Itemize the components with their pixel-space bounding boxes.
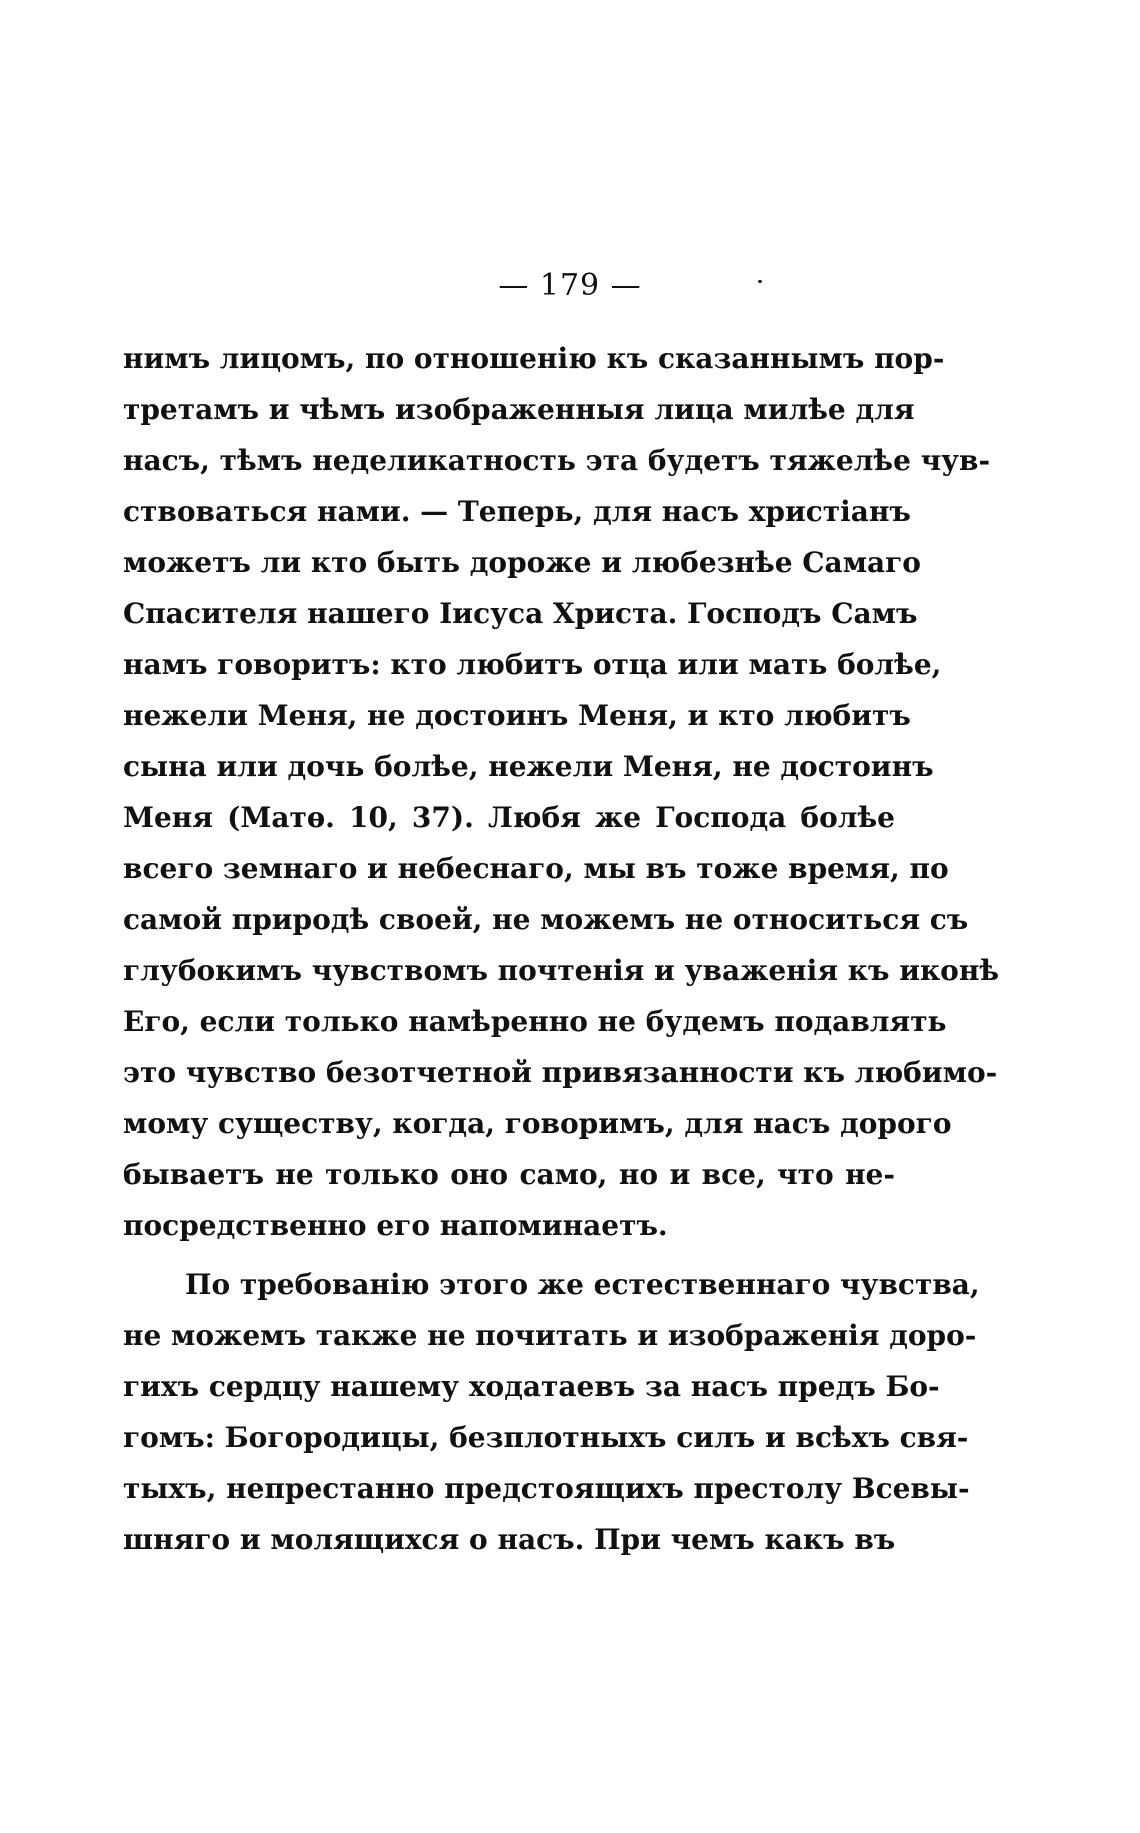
text-line: гихъ сердцу нашему ходатаевъ за насъ предъ Бо- (123, 1370, 940, 1403)
text-line: ствоваться нами. — Теперь, для насъ христіанъ (123, 495, 911, 528)
text-line: не можемъ также не почитать и изображенія доро- (123, 1319, 977, 1352)
text-line: глубокимъ чувствомъ почтенія и уваженія къ иконѣ (123, 954, 1000, 987)
text-line: По требованію этого же естественнаго чувства, (185, 1268, 980, 1301)
print-speck (758, 280, 762, 283)
text-line: самой природѣ своей, не можемъ не относиться съ (123, 903, 969, 936)
paragraph (123, 333, 1000, 1251)
page-number: — 179 — (498, 268, 642, 303)
text-line: это чувство безотчетной привязанности къ любимо- (123, 1056, 998, 1089)
text-line: всего земнаго и небеснаго, мы въ тоже время, по (123, 852, 949, 885)
text-line: третамъ и чѣмъ изображенныя лица милѣе для (123, 393, 915, 426)
text-line: тыхъ, непрестанно предстоящихъ престолу Всевы- (123, 1472, 970, 1505)
body-text (123, 333, 1000, 1565)
text-line: шняго и молящихся о насъ. При чемъ какъ въ (123, 1523, 896, 1556)
text-line: сына или дочь болѣе, нежели Меня, не достоинъ (123, 750, 934, 783)
text-line: намъ говоритъ: кто любитъ отца или мать болѣе, (123, 648, 942, 681)
text-line: нежели Меня, не достоинъ Меня, и кто любитъ (123, 699, 911, 732)
text-line: можетъ ли кто быть дороже и любезнѣе Самаго (123, 546, 921, 579)
text-line: Его, если только намѣренно не будемъ подавлять (123, 1005, 947, 1038)
text-line: Меня (Матѳ. 10, 37). Любя же Господа болѣе (123, 801, 895, 834)
text-line: насъ, тѣмъ неделикатность эта будетъ тяжелѣе чув- (123, 444, 991, 477)
text-line: Спасителя нашего Іисуса Христа. Господъ Самъ (123, 597, 918, 630)
text-line: мому существу, когда, говоримъ, для насъ дорого (123, 1107, 952, 1140)
text-line: нимъ лицомъ, по отношенію къ сказаннымъ пор- (123, 342, 945, 375)
paragraph-gap (123, 1251, 895, 1259)
text-line: посредственно его напоминаетъ. (123, 1209, 668, 1242)
text-line: бываетъ не только оно само, но и все, что не- (123, 1158, 895, 1191)
text-line: гомъ: Богородицы, безплотныхъ силъ и всѣхъ свя- (123, 1421, 969, 1454)
paragraph (123, 1259, 980, 1565)
